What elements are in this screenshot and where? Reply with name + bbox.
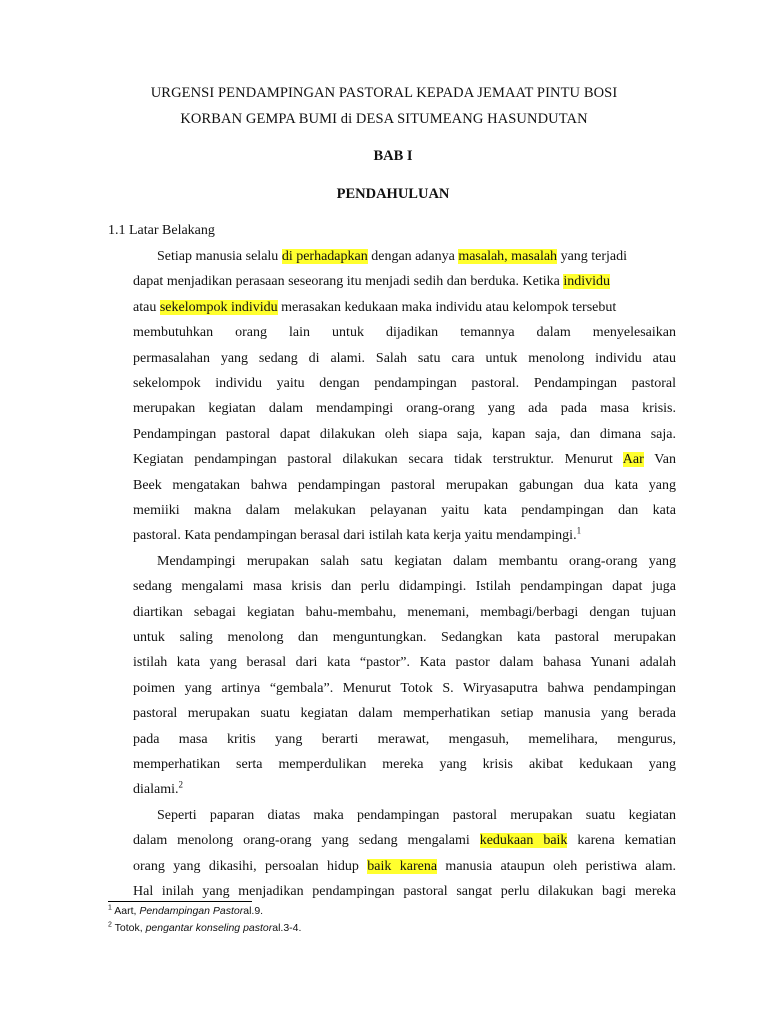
footnote-ref: 1 <box>576 525 582 536</box>
chapter-title: PENDAHULUAN <box>336 186 450 202</box>
body-line <box>133 831 676 851</box>
footnote-work: pengantar konseling pastor <box>145 922 273 934</box>
text-run: permasalahan yang sedang di alami. Salah satu cara untuk menolong individu atau <box>133 351 676 366</box>
footnote-number: 1 <box>108 904 112 912</box>
footnote <box>108 905 263 917</box>
text-run: Hal inilah yang menjadikan pendampingan pastoral sangat perlu dilakukan bagi mereka <box>133 884 676 899</box>
highlighted-text: individu <box>563 274 611 289</box>
body-line <box>133 704 676 724</box>
text-run: merupakan kegiatan dalam mendampingi orang-orang yang ada pada masa krisis. <box>133 401 676 416</box>
body-line <box>133 476 676 496</box>
body-line <box>133 882 676 902</box>
text-run: yang terjadi <box>557 249 628 264</box>
body-line <box>133 603 676 623</box>
footnote-author: Aart, <box>111 905 140 917</box>
footnote-work: Pendampingan Pastor <box>139 905 244 917</box>
body-line <box>133 298 676 318</box>
body-line <box>133 450 676 470</box>
body-line <box>133 780 676 800</box>
text-run: membutuhkan orang lain untuk dijadikan temannya dalam menyelesaikan <box>133 325 676 340</box>
chapter-heading: BAB I <box>373 148 413 164</box>
text-run: dengan adanya <box>367 249 459 264</box>
text-run: Seperti paparan diatas maka pendampingan pastoral merupakan suatu kegiatan <box>157 808 676 823</box>
text-run: sedang mengalami masa krisis dan perlu didampingi. Istilah pendampingan dapat juga <box>133 579 676 594</box>
body-line <box>133 577 676 597</box>
text-run: Setiap manusia selalu <box>157 249 282 264</box>
text-run: atau <box>133 300 160 315</box>
text-run: dialami. <box>133 782 179 797</box>
text-run: memiiki makna dalam melakukan pelayanan yaitu kata pendampingan dan kata <box>133 503 676 518</box>
body-line <box>133 653 676 673</box>
text-run: orang yang dikasihi, persoalan hidup <box>133 859 368 874</box>
highlighted-text: kedukaan baik <box>479 833 568 848</box>
body-line <box>133 679 676 699</box>
text-run: Beek mengatakan bahwa pendampingan pastoral merupakan gabungan dua kata yang <box>133 478 676 493</box>
text-run: dapat menjadikan perasaan seseorang itu menjadi sedih dan berduka. Ketika <box>133 274 564 289</box>
text-run: Van <box>643 452 676 467</box>
text-run: untuk saling menolong dan menguntungkan. Sedangkan kata pastoral merupakan <box>133 630 676 645</box>
text-run: dalam menolong orang-orang yang sedang mengalami <box>133 833 480 848</box>
document-title-line-1: URGENSI PENDAMPINGAN PASTORAL KEPADA JEMAAT PINTU BOSI <box>150 85 618 101</box>
footnote <box>108 922 301 934</box>
body-line <box>133 526 676 546</box>
document-title-line-2: KORBAN GEMPA BUMI di DESA SITUMEANG HASUNDUTAN <box>180 111 588 127</box>
text-run: pada masa kritis yang berarti merawat, mengasuh, memelihara, mengurus, <box>133 732 676 747</box>
text-run: poimen yang artinya “gembala”. Menurut Totok S. Wiryasaputra bahwa pendampingan <box>133 681 676 696</box>
text-run: sekelompok individu yaitu dengan pendampingan pastoral. Pendampingan pastoral <box>133 376 676 391</box>
text-run: Pendampingan pastoral dapat dilakukan oleh siapa saja, kapan saja, dan dimana saja. <box>133 427 676 442</box>
body-line <box>157 247 676 267</box>
text-run: karena kematian <box>567 833 676 848</box>
text-run: istilah kata yang berasal dari kata “pastor”. Kata pastor dalam bahasa Yunani adalah <box>133 655 676 670</box>
subsection-heading: 1.1 Latar Belakang <box>108 223 215 238</box>
text-run: merasakan kedukaan maka individu atau kelompok tersebut <box>277 300 617 315</box>
body-line <box>133 399 676 419</box>
text-run: manusia ataupun oleh peristiwa alam. <box>437 859 676 874</box>
body-line <box>157 552 676 572</box>
highlighted-text: Aar <box>622 452 644 467</box>
body-line <box>157 806 676 826</box>
body-line <box>133 349 676 369</box>
footnote-separator <box>108 901 252 902</box>
text-run: memperhatikan serta memperdulikan mereka yang krisis akibat kedukaan yang <box>133 757 676 772</box>
body-line <box>133 730 676 750</box>
body-line <box>133 425 676 445</box>
body-line <box>133 374 676 394</box>
body-line <box>133 755 676 775</box>
text-run: pastoral. Kata pendampingan berasal dari istilah kata kerja yaitu mendampingi. <box>133 528 577 543</box>
body-line <box>133 272 676 292</box>
footnote-number: 2 <box>108 921 112 929</box>
body-line <box>133 857 676 877</box>
footnote-author: Totok, <box>111 922 146 934</box>
footnote-page: al.9. <box>243 905 264 917</box>
text-run: diartikan sebagai kegiatan bahu-membahu, menemani, membagi/berbagi dengan tujuan <box>133 605 676 620</box>
footnote-ref: 2 <box>178 779 183 790</box>
text-run: pastoral merupakan suatu kegiatan dalam memperhatikan setiap manusia yang berada <box>133 706 676 721</box>
footnote-page: al.3-4. <box>272 922 302 934</box>
highlighted-text: di perhadapkan <box>281 249 368 264</box>
body-line <box>133 323 676 343</box>
text-run: Kegiatan pendampingan pastoral dilakukan secara tidak terstruktur. Menurut <box>133 452 623 467</box>
highlighted-text: masalah, masalah <box>458 249 558 264</box>
body-line <box>133 628 676 648</box>
highlighted-text: sekelompok individu <box>159 300 278 315</box>
body-line <box>133 501 676 521</box>
text-run: Mendampingi merupakan salah satu kegiatan dalam membantu orang-orang yang <box>157 554 676 569</box>
highlighted-text: baik karena <box>367 859 438 874</box>
